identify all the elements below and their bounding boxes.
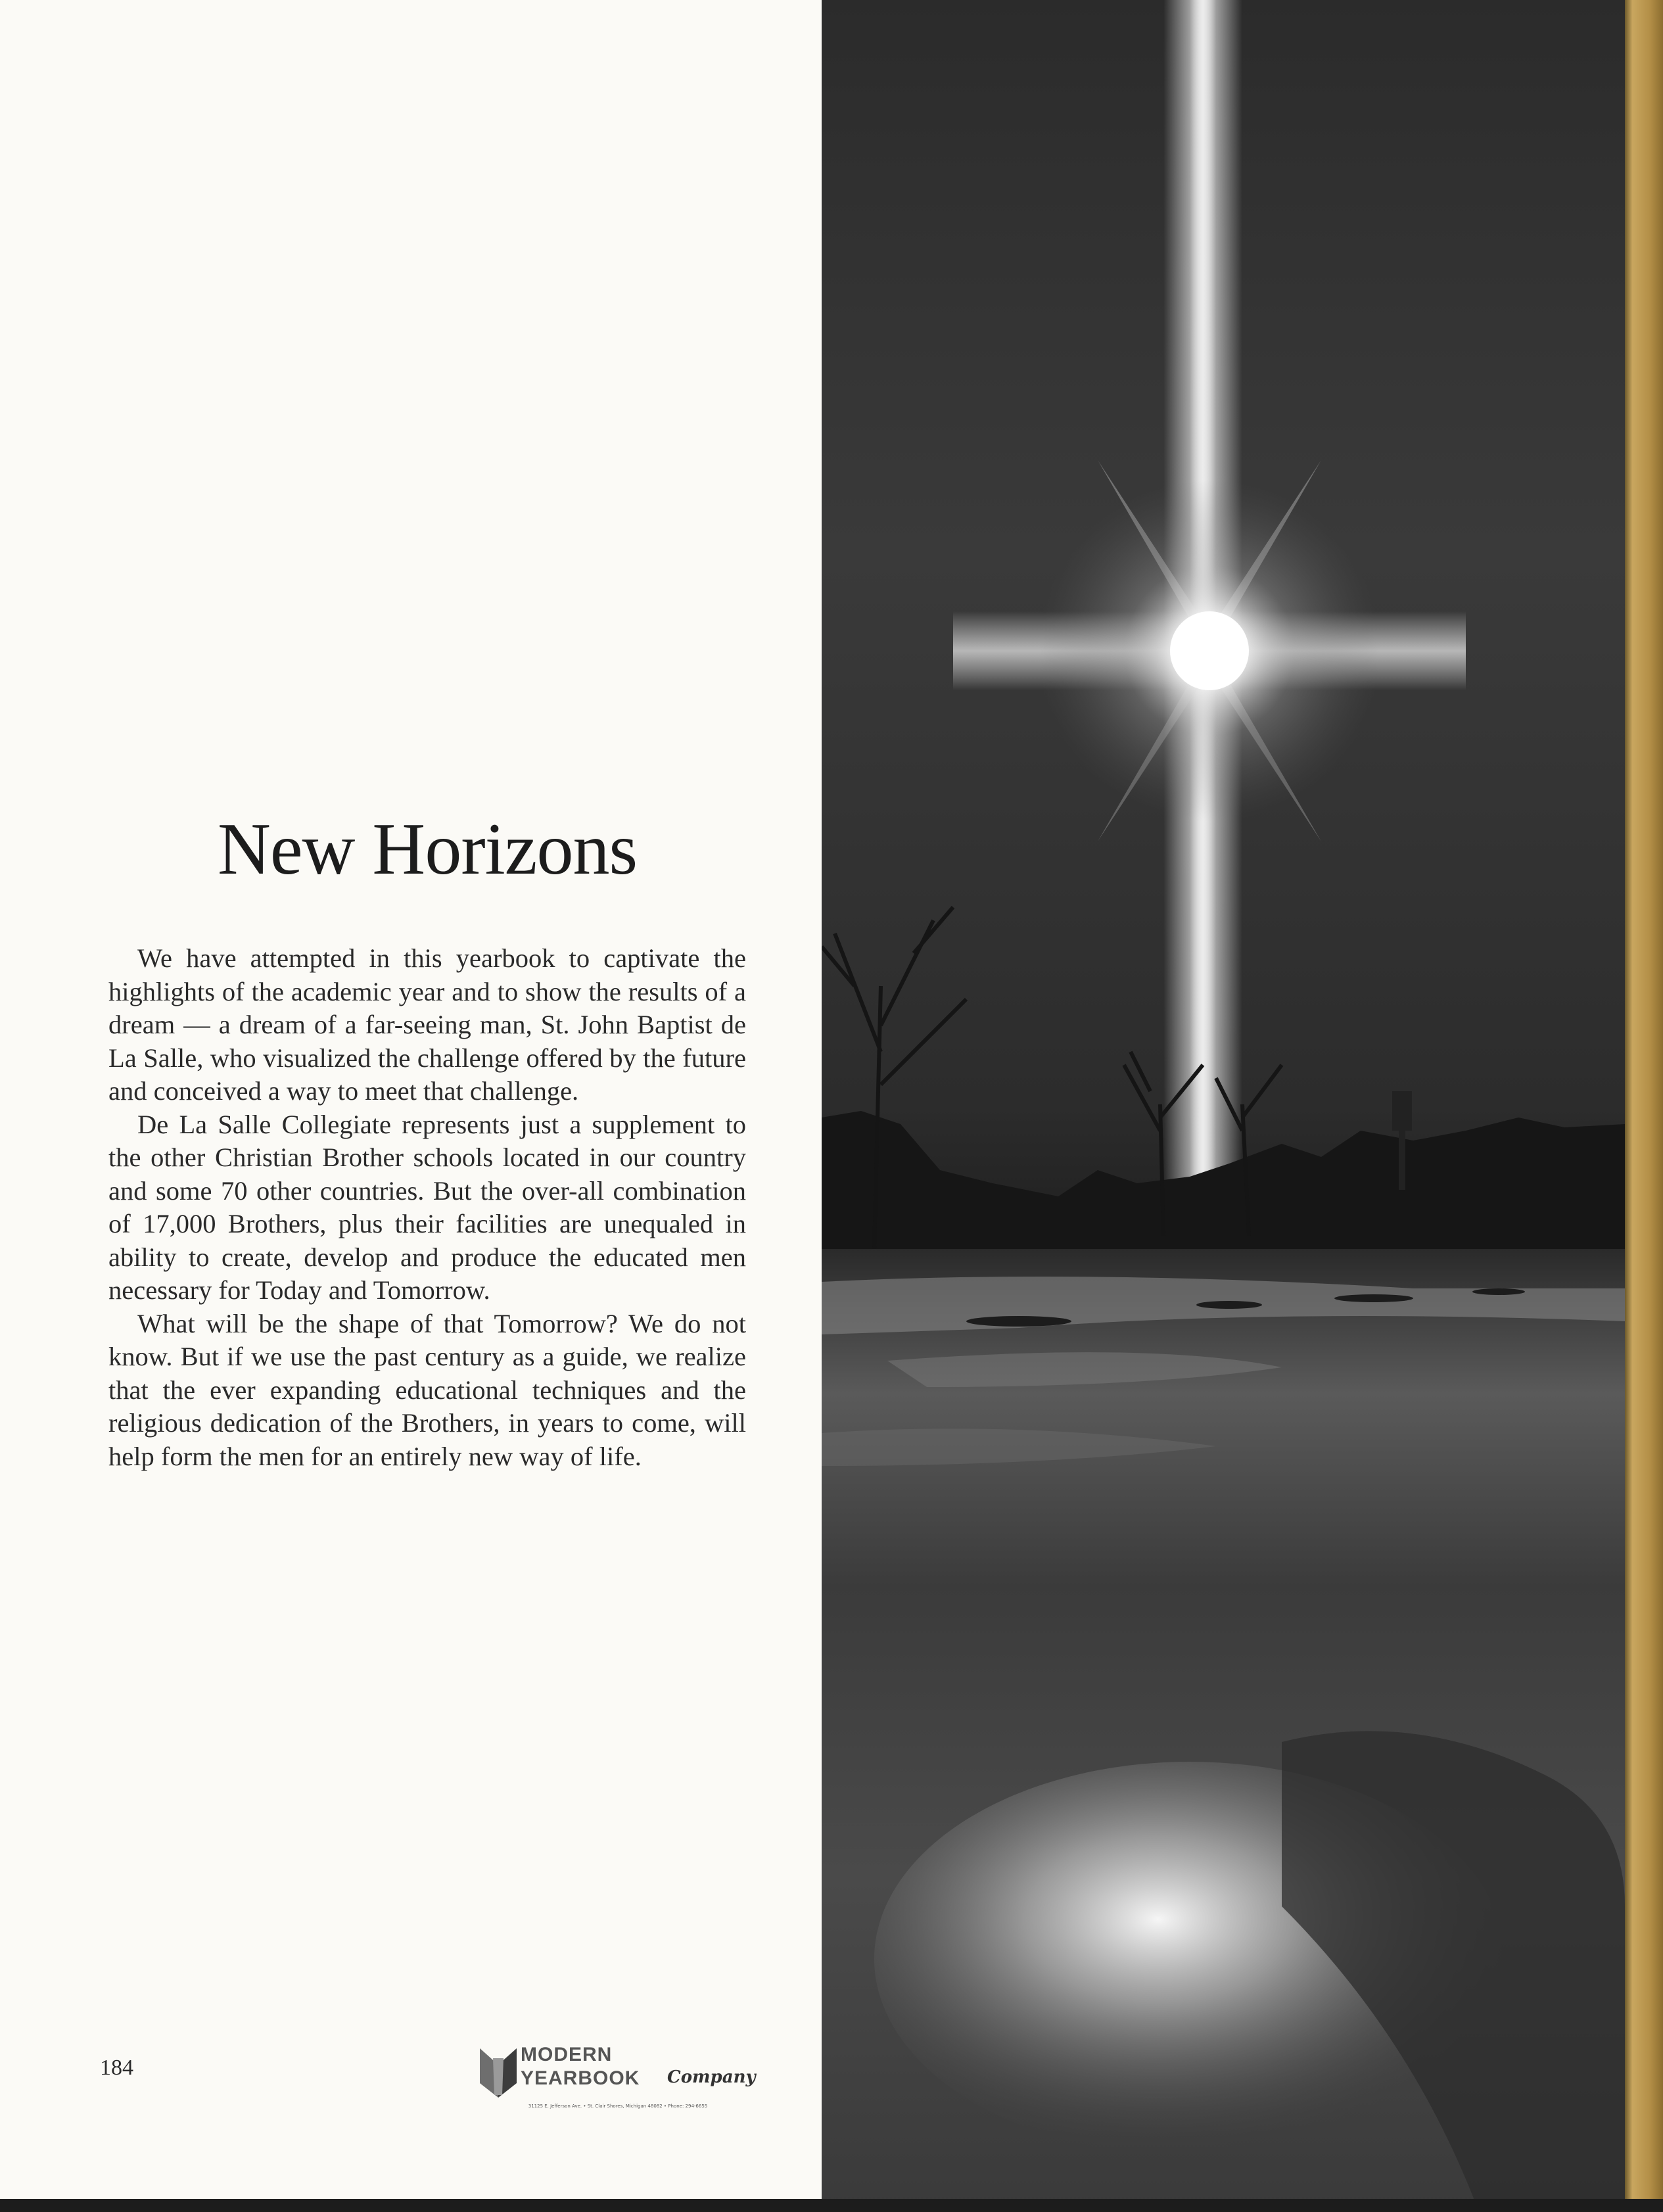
publisher-logo-icon [480, 2045, 519, 2098]
paragraph-1: We have attempted in this yearbook to captivate the highlights of the academic year and to show the results of a dream — a dream of a far-seeing man, St. John Baptist de La Salle, who visualized the challenge offered by the future and conceived a way to meet that challenge. [108, 943, 746, 1106]
publisher-name-line1: MODERN [521, 2044, 613, 2065]
photo-starburst-icon [822, 0, 1625, 2212]
page-number: 184 [100, 2056, 133, 2080]
page-edge [1625, 0, 1663, 2212]
publisher-logo [480, 2040, 756, 2119]
paragraph-2: De La Salle Collegiate represents just a supplement to the other Christian Brother schools located in our country and some 70 other countries. But the over-all combination of 17,000 Brothers, plus their facilities are unequaled in ability to create, develop and produce the educated men necessary for Today and Tomorrow. [108, 1109, 746, 1305]
body-text [108, 942, 746, 1473]
starburst-photo [822, 0, 1625, 2212]
paragraph-3: What will be the shape of that Tomorrow? We do not know. But if we use the past century as a guide, we realize that the ever expanding educational techniques and the religious dedication of the Brothers, in years to come, will help form the men for an entirely new way of life. [108, 1308, 746, 1471]
publisher-company: Company [667, 2067, 756, 2087]
publisher-address: 31125 E. Jefferson Ave. • St. Clair Shores, Michigan 48082 • Phone: 294-6655 [528, 2104, 708, 2109]
publisher-name-line2: YEARBOOK [521, 2067, 640, 2089]
page-title: New Horizons [217, 809, 638, 890]
text-page [0, 0, 822, 2212]
bottom-edge [0, 2199, 1663, 2212]
